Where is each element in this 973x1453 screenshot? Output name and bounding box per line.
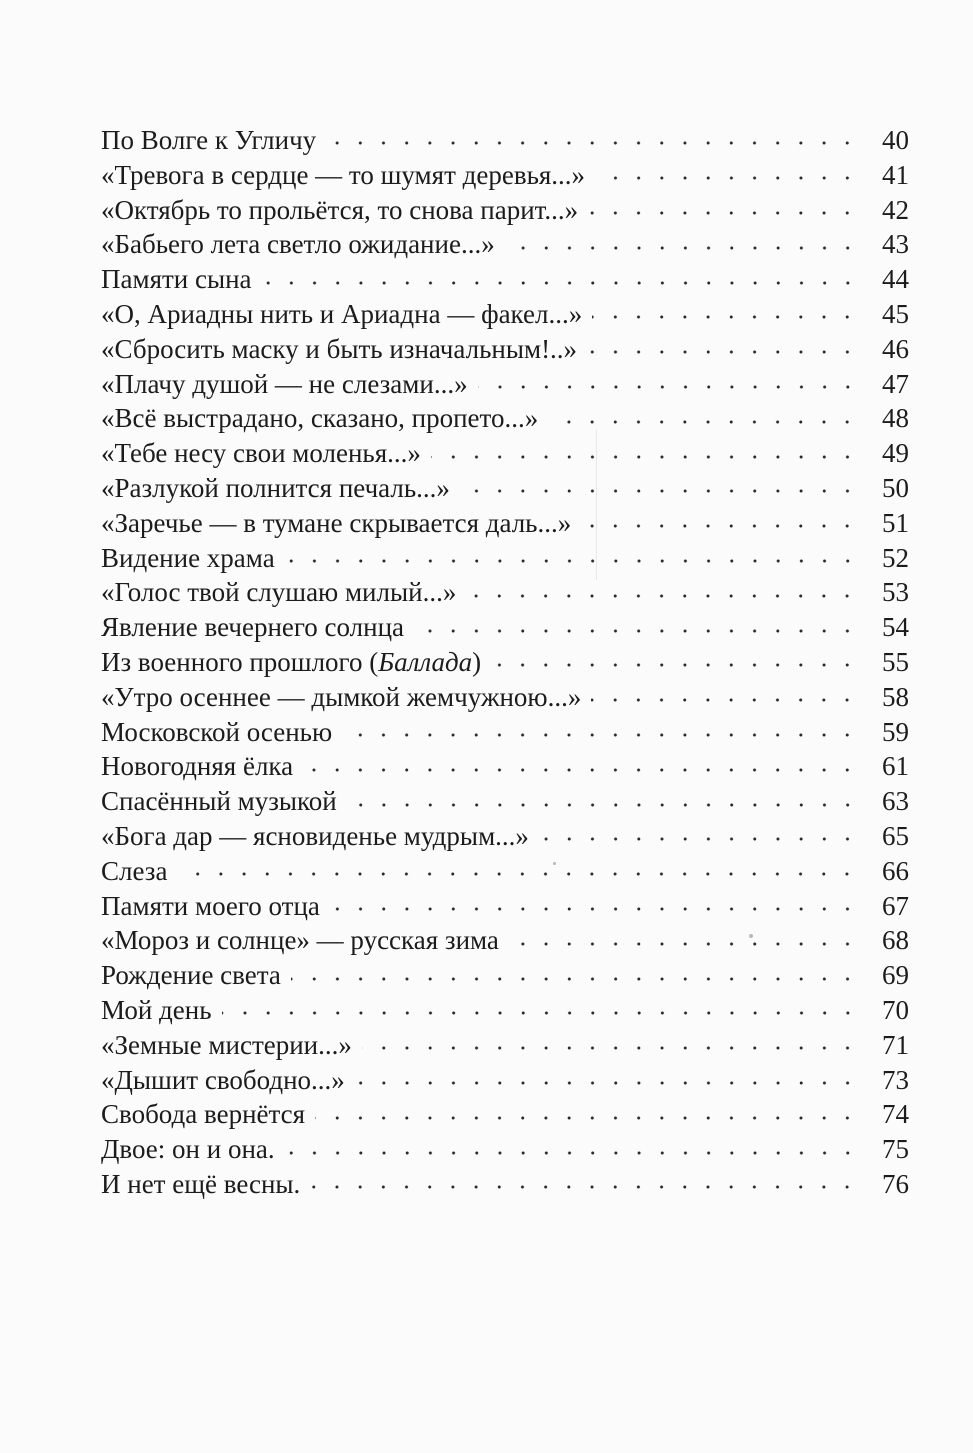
toc-entry-title: «Тревога в сердце — то шумят деревья...» xyxy=(101,159,586,190)
dot-leader xyxy=(509,942,859,946)
toc-entry-page: 53 xyxy=(882,577,909,608)
toc-entry xyxy=(101,1167,909,1202)
toc-entry-title: «Тебе несу свои моленья...» xyxy=(101,438,421,469)
toc-entry xyxy=(101,1063,909,1098)
toc-entry xyxy=(101,645,909,680)
toc-entry-page: 50 xyxy=(882,472,909,503)
toc-entry-page: 74 xyxy=(882,1099,909,1130)
toc-entry-title-end: ) xyxy=(472,646,482,677)
toc-entry-title xyxy=(101,645,491,680)
toc-entry-page: 61 xyxy=(882,751,909,782)
dot-leader xyxy=(330,907,859,911)
dot-leader xyxy=(460,489,859,493)
toc-entry xyxy=(101,541,909,576)
dot-leader xyxy=(285,1151,859,1155)
toc-entry xyxy=(101,332,909,367)
toc-entry-title: По Волге к Угличу xyxy=(101,125,317,155)
toc-entry-page: 51 xyxy=(882,507,909,538)
dot-leader xyxy=(588,211,859,215)
toc-entry-title: Спасённый музыкой xyxy=(101,786,337,817)
toc-entry-page: 65 xyxy=(882,820,909,851)
toc-entry-title-main: Из военного прошлого ( xyxy=(101,646,379,677)
toc-entry-page: 54 xyxy=(882,612,909,643)
toc-entry-title: «Октябрь то прольётся, то снова парит...» xyxy=(101,194,579,225)
toc-entry-page: 40 xyxy=(882,125,909,155)
toc-entry xyxy=(101,749,909,784)
toc-entry-title: «Дышит свободно...» xyxy=(101,1064,345,1095)
print-speck xyxy=(596,430,597,580)
toc-entry-title: Памяти сына xyxy=(101,264,252,295)
toc-entry-page: 43 xyxy=(882,229,909,260)
toc-entry xyxy=(101,1097,909,1132)
dot-leader xyxy=(291,977,859,981)
toc-entry xyxy=(101,958,909,993)
toc-entry xyxy=(101,715,909,750)
table-of-contents xyxy=(101,123,909,1202)
toc-entry-title: Слеза xyxy=(101,855,168,886)
toc-entry-page: 55 xyxy=(882,646,909,677)
toc-entry-page: 46 xyxy=(882,333,909,364)
dot-leader xyxy=(355,1081,859,1085)
toc-entry-title: «Всё выстрадано, сказано, пропето...» xyxy=(101,403,539,434)
toc-entry-title: «Утро осеннее — дымкой жемчужною...» xyxy=(101,681,582,712)
toc-entry-page: 48 xyxy=(882,403,909,434)
toc-entry-title: Видение храма xyxy=(101,542,275,573)
toc-entry-title: «Голос твой слушаю милый...» xyxy=(101,577,457,608)
dot-leader xyxy=(431,455,859,459)
toc-entry-page: 76 xyxy=(882,1168,909,1199)
toc-entry xyxy=(101,506,909,541)
toc-entry xyxy=(101,227,909,262)
dot-leader xyxy=(310,1185,859,1189)
toc-entry-title: И нет ещё весны. xyxy=(101,1168,301,1199)
toc-entry xyxy=(101,993,909,1028)
dot-leader xyxy=(539,837,859,841)
toc-entry xyxy=(101,158,909,193)
toc-entry xyxy=(101,819,909,854)
toc-entry-page: 70 xyxy=(882,994,909,1025)
dot-leader xyxy=(342,733,859,737)
dot-leader xyxy=(591,698,859,702)
toc-entry-page: 59 xyxy=(882,716,909,747)
toc-entry-page: 71 xyxy=(882,1029,909,1060)
toc-entry-page: 75 xyxy=(882,1134,909,1165)
toc-entry-page: 41 xyxy=(882,159,909,190)
toc-entry xyxy=(101,297,909,332)
toc-entry xyxy=(101,610,909,645)
dot-leader xyxy=(466,594,859,598)
toc-entry xyxy=(101,367,909,402)
toc-entry-title: Московской осенью xyxy=(101,716,333,747)
dot-leader xyxy=(595,176,859,180)
dot-leader xyxy=(362,1046,859,1050)
toc-entry-title: «О, Ариадны нить и Ариадна — факел...» xyxy=(101,298,583,329)
dot-leader xyxy=(177,872,859,876)
toc-entry-page: 42 xyxy=(882,194,909,225)
toc-entry xyxy=(101,575,909,610)
dot-leader xyxy=(414,629,859,633)
toc-entry-title: Двое: он и она. xyxy=(101,1134,275,1165)
toc-entry-page: 45 xyxy=(882,298,909,329)
dot-leader xyxy=(478,385,859,389)
print-speck xyxy=(749,934,753,938)
toc-entry-title: «Бабьего лета светло ожидание...» xyxy=(101,229,495,260)
toc-entry-title: Памяти моего отца xyxy=(101,890,320,921)
toc-entry-title: «Разлукой полнится печаль...» xyxy=(101,472,450,503)
toc-entry-title: Рождение света xyxy=(101,960,281,991)
toc-entry xyxy=(101,1132,909,1167)
toc-entry-title-italic: Баллада xyxy=(378,646,473,677)
toc-entry xyxy=(101,854,909,889)
toc-entry-page: 63 xyxy=(882,786,909,817)
toc-entry-page: 58 xyxy=(882,681,909,712)
toc-entry xyxy=(101,471,909,506)
toc-entry xyxy=(101,262,909,297)
dot-leader xyxy=(548,420,859,424)
toc-entry-page: 73 xyxy=(882,1064,909,1095)
dot-leader xyxy=(285,559,859,563)
toc-entry-title: «Сбросить маску и быть изначальным!..» xyxy=(101,333,578,364)
dot-leader xyxy=(315,1116,859,1120)
toc-entry-page: 49 xyxy=(882,438,909,469)
toc-entry xyxy=(101,1028,909,1063)
toc-entry-page: 69 xyxy=(882,960,909,991)
toc-entry xyxy=(101,436,909,471)
toc-entry-title: «Бога дар — ясновиденье мудрым...» xyxy=(101,820,529,851)
toc-entry xyxy=(101,784,909,819)
toc-entry-page: 47 xyxy=(882,368,909,399)
toc-entry-page: 67 xyxy=(882,890,909,921)
toc-entry-title: Свобода вернётся xyxy=(101,1099,306,1130)
print-speck xyxy=(553,862,556,865)
dot-leader xyxy=(347,803,859,807)
dot-leader xyxy=(326,141,859,145)
toc-entry xyxy=(101,123,909,158)
dot-leader xyxy=(491,663,859,667)
toc-entry-page: 66 xyxy=(882,855,909,886)
toc-entry xyxy=(101,193,909,228)
toc-entry-title: «Мороз и солнце» — русская зима xyxy=(101,925,499,956)
toc-entry-title: Мой день xyxy=(101,994,212,1025)
toc-entry-page: 44 xyxy=(882,264,909,295)
dot-leader xyxy=(303,768,859,772)
toc-entry-page: 52 xyxy=(882,542,909,573)
toc-entry-title: Явление вечернего солнца xyxy=(101,612,405,643)
toc-entry-title: «Заречье — в тумане скрывается даль...» xyxy=(101,507,572,538)
toc-entry xyxy=(101,401,909,436)
dot-leader xyxy=(587,350,859,354)
toc-entry-title: Новогодняя ёлка xyxy=(101,751,294,782)
toc-entry xyxy=(101,923,909,958)
dot-leader xyxy=(222,1011,859,1015)
dot-leader xyxy=(581,524,859,528)
toc-entry xyxy=(101,889,909,924)
dot-leader xyxy=(505,246,859,250)
toc-entry xyxy=(101,680,909,715)
dot-leader xyxy=(262,281,859,285)
toc-entry-title: «Земные мистерии...» xyxy=(101,1029,352,1060)
toc-entry-page: 68 xyxy=(882,925,909,956)
dot-leader xyxy=(592,315,859,319)
toc-entry-title: «Плачу душой — не слезами...» xyxy=(101,368,468,399)
